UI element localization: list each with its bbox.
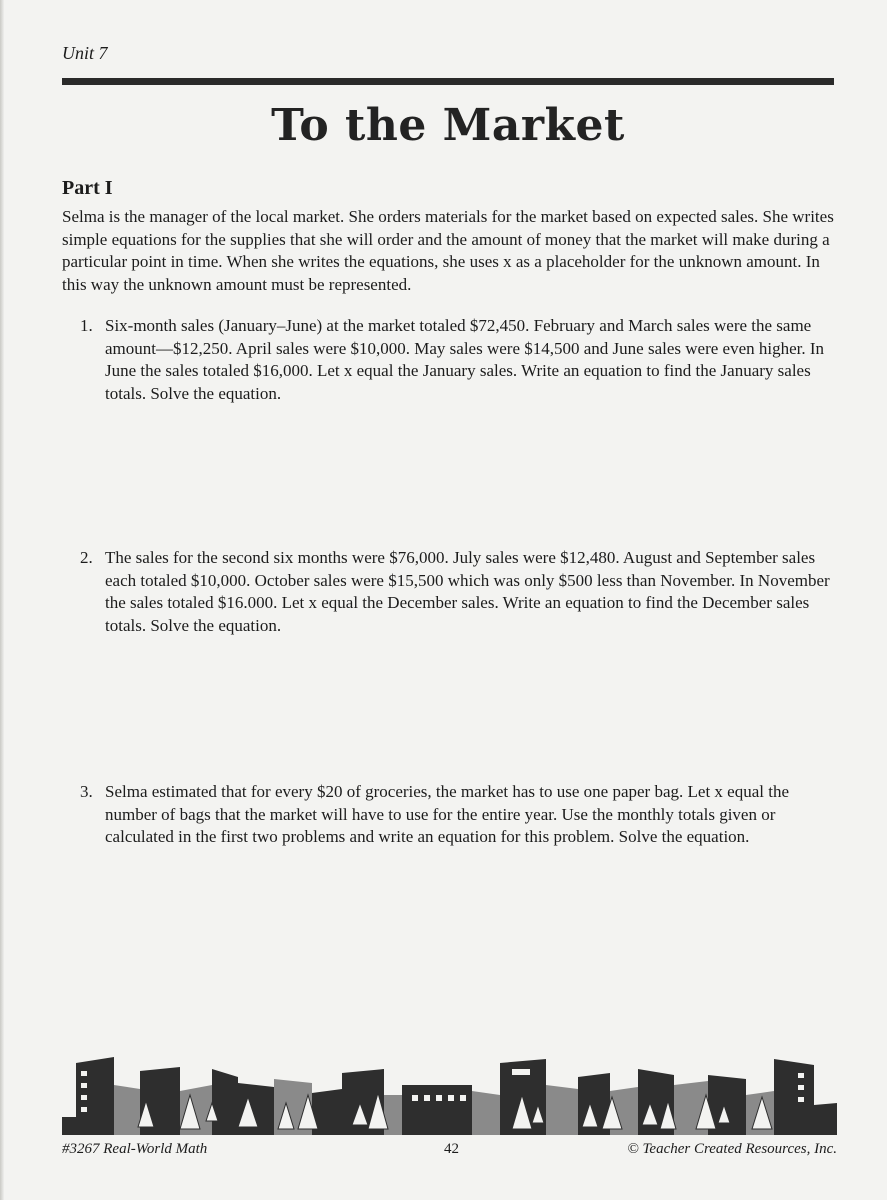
question-3 <box>80 781 840 849</box>
intro-paragraph: Selma is the manager of the local market. She orders materials for the market based on expected sales. She writes simple equations for the supplies that she will order and the amount of money that the market will make during a particular point in time. When she writes the equations, she uses x as a placeholder for the unknown amount. In this way the unknown amount must be represented. <box>62 207 834 294</box>
footer-copyright: © Teacher Created Resources, Inc. <box>627 1141 837 1157</box>
question-number: 2. <box>80 548 93 567</box>
page-edge <box>0 0 4 1200</box>
part-heading: Part I <box>62 177 113 199</box>
question-number: 3. <box>80 782 93 801</box>
header-rule <box>62 78 834 85</box>
question-text: Selma estimated that for every $20 of groceries, the market has to use one paper bag. Let x equal the number of bags that the market will have to use for the entire year. Use the monthly totals given or calculated in the first two problems and write an equation for this problem. Solve the equation. <box>105 782 790 846</box>
footer-book-title: #3267 Real-World Math <box>62 1141 208 1157</box>
question-number: 1. <box>80 316 93 335</box>
question-text: The sales for the second six months were $76,000. July sales were $12,480. August and September sales each totaled $10,000. October sales were $15,500 which was only $500 less than November. In November the sales totaled $16.000. Let x equal the December sales. Write an equation to find the December sales totals. Solve the equation. <box>105 548 830 635</box>
page-footer <box>62 1141 837 1163</box>
city-skyline-illustration <box>62 1055 837 1135</box>
question-2 <box>80 547 840 637</box>
question-text: Six-month sales (January–June) at the market totaled $72,450. February and March sales were the same amount—$12,250. April sales were $10,000. May sales were $14,500 and June sales were even higher. In June the sales totaled $16,000. Let x equal the January sales. Write an equation to find the January sales totals. Solve the equation. <box>105 316 825 403</box>
page-number: 42 <box>444 1141 459 1157</box>
page-title: To the Market <box>271 100 625 151</box>
unit-label: Unit 7 <box>62 43 108 63</box>
question-1 <box>80 315 840 405</box>
